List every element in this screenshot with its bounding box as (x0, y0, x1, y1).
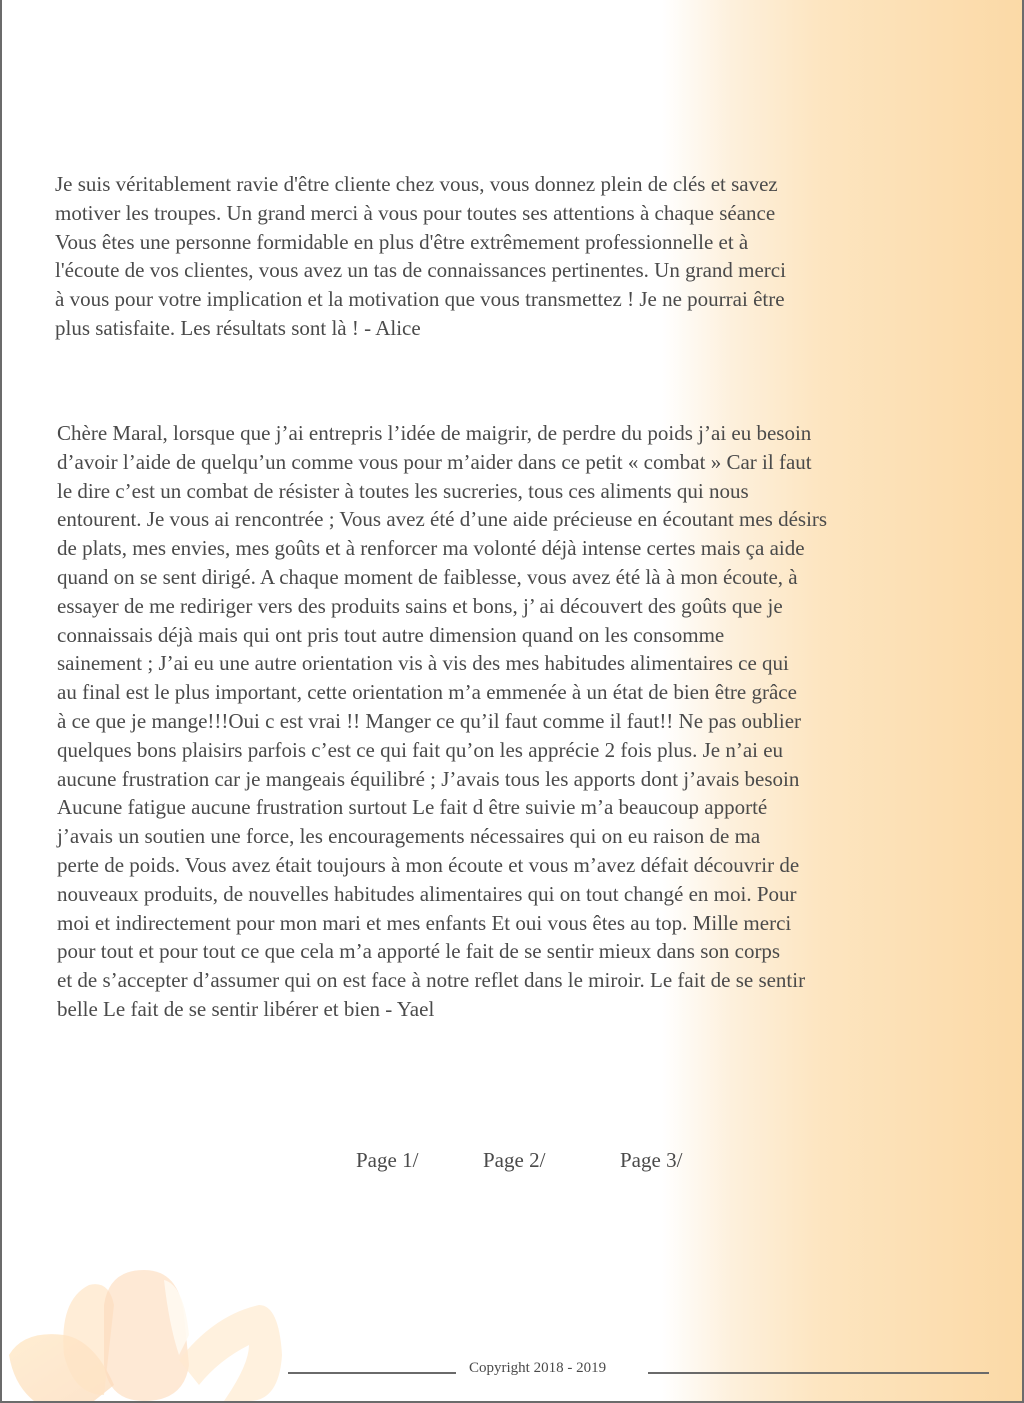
footer (2, 1360, 1024, 1384)
page-link-3[interactable]: Page 3/ (620, 1148, 683, 1172)
testimonial-alice: Je suis véritablement ravie d'être cliente chez vous, vous donnez plein de clés et savez motiver les troupes. Un grand merci à vous pour toutes ses attentions à chaque séance Vous êtes une personne formidable en plus d'être extrêmement professionnelle et à l'écoute de vos clientes, vous avez un tas de connaissances pertinentes. Un grand merci à vous pour votre implication et la motivation que vous transmettez ! Je ne pourrai être plus satisfaite. Les résultats sont là ! - Alice (55, 172, 786, 340)
testimonial-yael: Chère Maral, lorsque que j’ai entrepris l’idée de maigrir, de perdre du poids j’ai eu besoin d’avoir l’aide de quelqu’un comme vous pour m’aider dans ce petit « combat » Car il faut le dire c’est un combat de résister à toutes les sucreries, tous ces aliments qui nous entourent. Je vous ai rencontrée ; Vous avez été d’une aide précieuse en écoutant mes désirs de plats, mes envies, mes goûts et à renforcer ma volonté déjà intense certes mais ça aide quand on se sent dirigé. A chaque moment de faiblesse, vous avez été là à mon écoute, à essayer de me rediriger vers des produits sains et bons, j’ ai découvert des goûts que je connaissais déjà mais qui ont pris tout autre dimension quand on les consomme sainement ; J’ai eu une autre orientation vis à vis des mes habitudes alimentaires ce qui au final est le plus important, cette orientation m’a emmenée à un état de bien être grâce à ce que je mange!!!Oui c est vrai !! Manger ce qu’il faut comme il faut!! Ne pas oublier quelques bons plaisirs parfois c’est ce qui fait qu’on les apprécie 2 fois plus. Je n’ai eu aucune frustration car je mangeais équilibré ; J’avais tous les apports dont j’avais besoin Aucune fatigue aucune frustration surtout Le fait d être suivie m’a beaucoup apporté j’avais un soutien une force, les encouragements nécessaires qui on eu raison de ma perte de poids. Vous avez était toujours à mon écoute et vous m’avez défait découvrir de nouveaux produits, de nouvelles habitudes alimentaires qui on tout changé en moi. Pour moi et indirectement pour mon mari et mes enfants Et oui vous êtes au top. Mille merci pour tout et pour tout ce que cela m’a apporté le fait de se sentir mieux dans son corps et de s’accepter d’assumer qui on est face à notre reflet dans le miroir. Le fait de se sentir belle Le fait de se sentir libérer et bien - Yael (57, 421, 828, 1021)
page-link-1[interactable]: Page 1/ (356, 1148, 419, 1172)
copyright-text: Copyright 2018 - 2019 (469, 1360, 607, 1376)
footer-divider-right (648, 1372, 989, 1374)
page-link-2[interactable]: Page 2/ (483, 1148, 546, 1172)
pagination (2, 1148, 1024, 1178)
footer-divider-left (288, 1372, 456, 1374)
